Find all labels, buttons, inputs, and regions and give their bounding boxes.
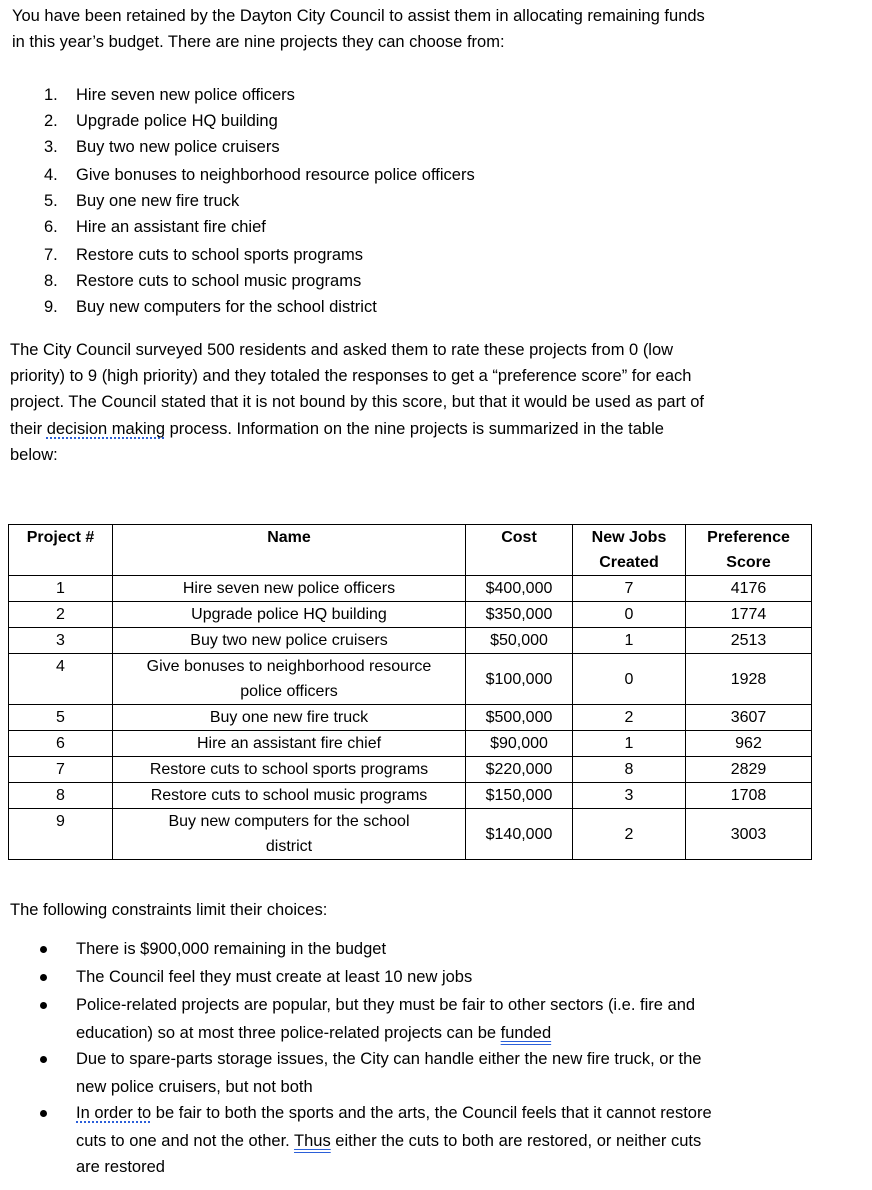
cell-jobs: 1 (573, 731, 686, 757)
list-text: Hire an assistant fire chief (76, 218, 266, 236)
constraint-item-line: new police cruisers, but not both (76, 1078, 313, 1096)
cell-jobs: 1 (573, 628, 686, 654)
text-segment: their (10, 420, 47, 438)
cell-cost: $100,000 (466, 654, 573, 705)
header-score (686, 525, 812, 576)
header-score-line2: Score (726, 554, 771, 571)
header-jobs (573, 525, 686, 576)
cell-jobs: 7 (573, 576, 686, 602)
cell-name-line: district (265, 838, 313, 855)
grammar-flagged-text[interactable]: Thus (294, 1132, 331, 1150)
cell-name (113, 809, 466, 860)
list-number: 8. (44, 272, 58, 290)
cell-project: 2 (9, 602, 113, 628)
text-segment: process. Information on the nine projects is summarized in the table (165, 420, 664, 438)
constraint-item-line (76, 1023, 551, 1043)
list-number: 7. (44, 246, 58, 264)
cell-score: 2829 (686, 757, 812, 783)
text-segment: be fair to both the sports and the arts, the Council feels that it cannot restore (151, 1104, 712, 1122)
cell-cost: $350,000 (466, 602, 573, 628)
constraint-item: There is $900,000 remaining in the budget (76, 940, 387, 958)
cell-jobs: 2 (573, 705, 686, 731)
survey-line: project. The Council stated that it is not bound by this score, but that it would be used as part of (10, 393, 705, 411)
cell-project: 9 (9, 809, 113, 860)
cell-score: 3003 (686, 809, 812, 860)
table-row (9, 809, 812, 860)
intro-line: in this year’s budget. There are nine projects they can choose from: (12, 33, 505, 51)
cell-cost: $50,000 (466, 628, 573, 654)
bullet-icon (40, 974, 47, 981)
table-row (9, 757, 812, 783)
constraint-item-line: Police-related projects are popular, but they must be fair to other sectors (i.e. fire and (76, 996, 696, 1014)
cell-name: Hire seven new police officers (113, 576, 466, 602)
bullet-icon (40, 1110, 47, 1117)
table-row (9, 628, 812, 654)
survey-line: priority) to 9 (high priority) and they totaled the responses to get a “preference score” for each (10, 367, 692, 385)
list-text: Hire seven new police officers (76, 86, 295, 104)
list-text: Buy one new fire truck (76, 192, 240, 210)
text-segment: either the cuts to both are restored, or neither cuts (330, 1132, 702, 1150)
text-segment: cuts to one and not the other. (76, 1132, 295, 1150)
list-text: Buy two new police cruisers (76, 138, 280, 156)
constraints-heading: The following constraints limit their choices: (10, 901, 328, 919)
cell-name-line: police officers (240, 683, 338, 700)
cell-project: 7 (9, 757, 113, 783)
constraint-item: The Council feel they must create at least 10 new jobs (76, 968, 473, 986)
intro-line: You have been retained by the Dayton City Council to assist them in allocating remaining funds (12, 7, 705, 25)
cell-jobs: 8 (573, 757, 686, 783)
constraint-item-line: are restored (76, 1158, 165, 1176)
constraint-item-line: Due to spare-parts storage issues, the City can handle either the new fire truck, or the (76, 1050, 702, 1068)
constraint-item-line (76, 1103, 712, 1123)
cell-cost: $140,000 (466, 809, 573, 860)
header-cost: Cost (466, 525, 573, 576)
cell-project: 5 (9, 705, 113, 731)
table-row (9, 654, 812, 705)
bullet-icon (40, 946, 47, 953)
list-number: 2. (44, 112, 58, 130)
cell-name-line: Give bonuses to neighborhood resource (146, 658, 432, 675)
grammar-flagged-text[interactable]: In order to (76, 1104, 152, 1122)
table-header-row (9, 525, 812, 576)
header-jobs-line2: Created (599, 554, 659, 571)
table-row (9, 731, 812, 757)
cell-project: 8 (9, 783, 113, 809)
cell-project: 6 (9, 731, 113, 757)
projects-table (8, 524, 812, 860)
list-number: 5. (44, 192, 58, 210)
header-project: Project # (9, 525, 113, 576)
cell-jobs: 3 (573, 783, 686, 809)
list-text: Restore cuts to school music programs (76, 272, 362, 290)
list-text: Buy new computers for the school district (76, 298, 377, 316)
list-number: 1. (44, 86, 58, 104)
cell-jobs: 2 (573, 809, 686, 860)
cell-cost: $400,000 (466, 576, 573, 602)
header-score-line1: Preference (707, 529, 790, 546)
cell-name: Hire an assistant fire chief (113, 731, 466, 757)
cell-cost: $150,000 (466, 783, 573, 809)
cell-jobs: 0 (573, 602, 686, 628)
survey-line: The City Council surveyed 500 residents and asked them to rate these projects from 0 (low (10, 341, 674, 359)
cell-name-line: Buy new computers for the school (168, 813, 410, 830)
cell-name: Upgrade police HQ building (113, 602, 466, 628)
list-text: Give bonuses to neighborhood resource police officers (76, 166, 475, 184)
table-row (9, 576, 812, 602)
list-number: 9. (44, 298, 58, 316)
table-row (9, 602, 812, 628)
table-row (9, 783, 812, 809)
grammar-flagged-text[interactable]: funded (500, 1024, 552, 1042)
cell-score: 1928 (686, 654, 812, 705)
bullet-icon (40, 1056, 47, 1063)
survey-line: below: (10, 446, 58, 464)
cell-name: Restore cuts to school music programs (113, 783, 466, 809)
header-name: Name (113, 525, 466, 576)
cell-score: 2513 (686, 628, 812, 654)
cell-name (113, 654, 466, 705)
cell-project: 4 (9, 654, 113, 705)
list-number: 3. (44, 138, 58, 156)
text-segment: education) so at most three police-related projects can be (76, 1024, 501, 1042)
survey-line (10, 419, 664, 439)
cell-jobs: 0 (573, 654, 686, 705)
list-number: 6. (44, 218, 58, 236)
grammar-flagged-text[interactable]: decision making (46, 420, 165, 438)
cell-cost: $500,000 (466, 705, 573, 731)
cell-score: 4176 (686, 576, 812, 602)
list-text: Upgrade police HQ building (76, 112, 278, 130)
cell-name: Restore cuts to school sports programs (113, 757, 466, 783)
list-text: Restore cuts to school sports programs (76, 246, 364, 264)
cell-score: 1708 (686, 783, 812, 809)
cell-score: 3607 (686, 705, 812, 731)
header-jobs-line1: New Jobs (591, 529, 667, 546)
cell-score: 1774 (686, 602, 812, 628)
table-row (9, 705, 812, 731)
cell-name: Buy one new fire truck (113, 705, 466, 731)
constraint-item-line (76, 1131, 701, 1151)
bullet-icon (40, 1002, 47, 1009)
cell-name: Buy two new police cruisers (113, 628, 466, 654)
cell-cost: $220,000 (466, 757, 573, 783)
cell-project: 3 (9, 628, 113, 654)
list-number: 4. (44, 166, 58, 184)
cell-score: 962 (686, 731, 812, 757)
cell-cost: $90,000 (466, 731, 573, 757)
cell-project: 1 (9, 576, 113, 602)
